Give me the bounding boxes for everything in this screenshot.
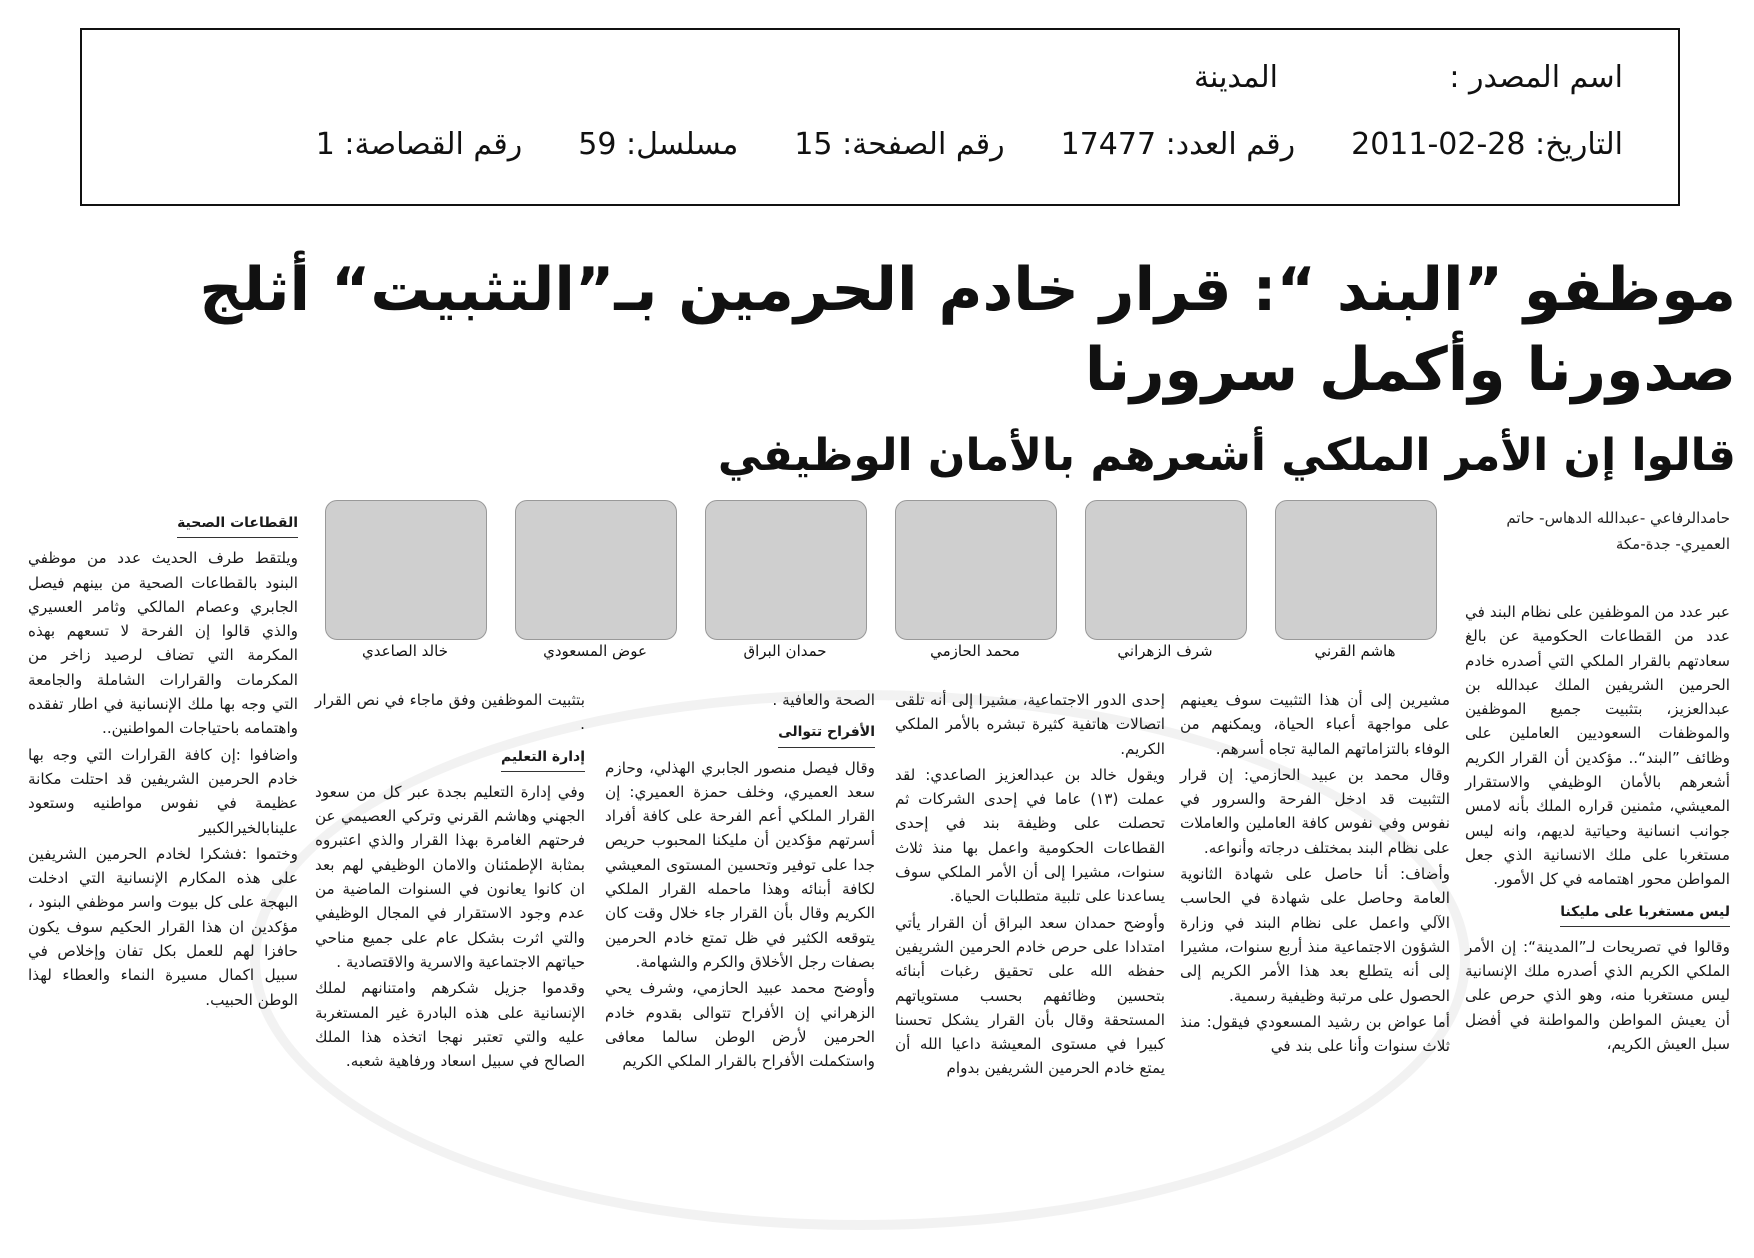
paragraph: وقالوا في تصريحات لـ”المدينة“: إن الأمر الملكي الكريم الذي أصدره ملك الإنسانية ليس مستغربا منه، وهو الذي حرص على أن يعيش المواطن والمواطنة في أفضل سبل العيش الكريم، (1465, 937, 1730, 1054)
paragraph: وفي إدارة التعليم بجدة عبر كل من سعود الجهني وهاشم القرني وتركي العصيمي عن فرحتهم الغامرة بهذا القرار والذي اعتبروه بمثابة الإطمئنان والامان الوظيفي لهم بعد ان كانوا يعانون في السنوات الماضية من عدم وجود الاستقرار في المجال الوظيفي والتي اثرت بشكل عام على جميع مناحي حياتهم الاجتماعية والاسرية والاقتصادية . (315, 782, 585, 971)
paragraph: واضافوا :إن كافة القرارات التي وجه بها خادم الحرمين الشريفين قد احتلت مكانة عظيمة في نفوس مواطنيه وستعود علينابالخيرالكبير (28, 745, 298, 837)
clip-value: 1 (315, 127, 335, 162)
paragraph: أما عواض بن رشيد المسعودي فيقول: منذ ثلاث سنوات وأنا على بند في (1180, 1012, 1450, 1056)
paragraph: مشيرين إلى أن هذا التثبيت سوف يعينهم على مواجهة أعباء الحياة، ويمكنهم من الوفاء بالتزاماتهم المالية تجاه أسرهم. (1180, 691, 1450, 758)
clipping-header-box (80, 28, 1680, 206)
paragraph: وقال محمد بن عبيد الحازمي: إن قرار التثبيت قد ادخل الفرحة والسرور في نفوس وفي نفوس كافة العاملين والعاملات على نظام البند بمختلف درجاته وأنواعه. (1180, 765, 1450, 857)
paragraph: عبر عدد من الموظفين على نظام البند في عدد من القطاعات الحكومية عن بالغ سعادتهم بالقرار الملكي التي أصدره خادم الحرمين الشريفين الملك عبدالله بن عبدالعزيز، بتثبيت جميع الموظفين والموظفات السعوديين العاملين على وظائف ”البند“.. مؤكدين أن القرار الكريم أشعرهم بالأمان الوظيفي والاستقرار المعيشي، مثمنين قراره الملك بأنه لامس جوانب انسانية وحياتية لديهم، وانه ليس مستغربا على ملك الانسانية الذي جعل المواطن محور اهتمامه في كل الأمور. (1465, 603, 1730, 889)
section-heading: القطاعات الصحية (177, 511, 298, 538)
paragraph: إحدى الدور الاجتماعية، مشيرا إلى أنه تلقى اتصالات هاتفية كثيرة تبشره بالأمر الملكي الكريم. (895, 691, 1165, 758)
photo-caption: محمد الحازمي (930, 642, 1020, 660)
section-heading: إدارة التعليم (501, 745, 585, 772)
section-heading: ليس مستغربا على مليكنا (1560, 900, 1730, 927)
issue-label: رقم العدد: (1165, 127, 1296, 162)
page-value: 15 (794, 127, 833, 162)
clip-label: رقم القصاصة: (344, 127, 523, 162)
photo-caption: حمدان البراق (743, 642, 827, 660)
source-label: اسم المصدر : (1449, 60, 1623, 95)
portrait-photo (325, 500, 487, 640)
portrait-photo (1275, 500, 1437, 640)
serial-value: 59 (578, 127, 617, 162)
paragraph: وختموا :فشكرا لخادم الحرمين الشريفين على هذه المكارم الإنسانية التي ادخلت البهجة على كل بيوت واسر موظفي البنود ، مؤكدين ان هذا القرار الحكيم سوف يكون حافزا لهم للعمل بكل تفان وإخلاص في سبيل اكمال مسيرة النماء والعطاء لهذا الوطن الحبيب. (28, 844, 298, 1009)
column-6 (28, 505, 298, 1014)
column-4 (605, 688, 875, 1075)
paragraph: وأضاف: أنا حاصل على شهادة الثانوية العامة وحاصل على شهادة في الحاسب الآلي واعمل على نظام البند في وزارة الشؤون الاجتماعية منذ أربع سنوات، مشيرا إلى أنه يتطلع بعد هذا الأمر الكريم إلى الحصول على مرتبة وظيفية رسمية. (1180, 865, 1450, 1005)
paragraph: وأوضح حمدان سعد البراق أن القرار يأتي امتدادا على حرص خادم الحرمين الشريفين حفظه الله على تحقيق رغبات أبنائه بتحسين وظائفهم بحسب مستوياتهم المستحقة وقال بأن القرار يشكل تحسنا كبيرا في مستوى المعيشة داعيا الله أن يمتع خادم الحرمين الشريفين بدوام (895, 913, 1165, 1078)
portrait-photo (895, 500, 1057, 640)
photo-caption: عوض المسعودي (543, 642, 647, 660)
column-2 (1180, 688, 1450, 1060)
source-value: المدينة (1193, 60, 1278, 95)
date-label: التاريخ: (1535, 127, 1623, 162)
paragraph: بتثبيت الموظفين وفق ماجاء في نص القرار . (315, 691, 585, 734)
paragraph: وقال فيصل منصور الجابري الهذلي، وحازم سعد العميري، وخلف حمزة العميري: إن القرار الملكي أعم الفرحة على كافة أفراد أسرتهم مؤكدين أن مليكنا المحبوب حريص جدا على توفير وتحسين المستوى المعيشي لكافة أبنائه وهذا ماحمله القرار الملكي الكريم وقال بأن القرار جاء خلال وقت كان يتوقعه الكثير في ظل تمتع خادم الحرمين بصفات رجل الأخلاق والكرم والشهامة. (605, 758, 875, 971)
paragraph: وأوضح محمد عبيد الحازمي، وشرف يحي الزهراني إن الأفراح تتوالى بقدوم خادم الحرمين لأرض الوطن سالما معافى واستكملت الأفراح بالقرار الملكي الكريم (605, 979, 875, 1071)
photo-caption: هاشم القرني (1314, 642, 1396, 660)
portrait-photo (705, 500, 867, 640)
photo-caption: خالد الصاعدي (362, 642, 448, 660)
meta-line (316, 127, 1623, 162)
paragraph: ويلتقط طرف الحديث عدد من موظفي البنود بالقطاعات الصحية من بينهم فيصل الجابري وعصام المالكي وثامر العسيري والذي قالوا إن الفرحة لا تسعهم بهذه المكرمة التي تضاف لرصيد زاخر من المكرمات والقرارات الشاملة والجامعة التي وجه بها ملك الإنسانية في اطار تفقده واهتمامه باحتياجات المواطنين.. (28, 549, 298, 738)
column-5 (315, 688, 585, 1075)
paragraph: ويقول خالد بن عبدالعزيز الصاعدي: لقد عملت (١٣) عاما في إحدى الشركات ثم تحصلت على وظيفة بند في إحدى القطاعات الحكومية واعمل بها منذ ثلاث سنوات، مشيرا إلى أن الأمر الملكي سوف يساعدنا على تلبية متطلبات الحياة. (895, 765, 1165, 906)
date-value: 2011-02-28 (1351, 127, 1526, 162)
column-1 (1465, 600, 1730, 1058)
article-subtitle: قالوا إن الأمر الملكي أشعرهم بالأمان الوظيفي (717, 430, 1736, 481)
photo-caption: شرف الزهراني (1117, 642, 1213, 660)
section-heading: الأفراح تتوالى (778, 720, 875, 747)
serial-label: مسلسل: (625, 127, 739, 162)
page-label: رقم الصفحة: (842, 127, 1005, 162)
photo-strip (315, 500, 1455, 670)
paragraph: وقدموا جزيل شكرهم وامتنانهم لملك الإنسانية على هذه البادرة غير المستغربة عليه والتي تعتبر نهجا اتخذه هذا الملك الصالح في سبيل اسعاد ورفاهية شعبه. (315, 979, 585, 1071)
portrait-photo (515, 500, 677, 640)
article-byline: حامدالرفاعي -عبدالله الدهاس- حاتم العميري- جدة-مكة (1506, 509, 1730, 553)
paragraph: الصحة والعافية . (772, 691, 875, 709)
portrait-photo (1085, 500, 1247, 640)
column-3 (895, 688, 1165, 1083)
article-title: موظفو ”البند “: قرار خادم الحرمين بـ”التثبيت“ أثلج صدورنا وأكمل سرورنا (199, 255, 1736, 405)
issue-value: 17477 (1060, 127, 1157, 162)
